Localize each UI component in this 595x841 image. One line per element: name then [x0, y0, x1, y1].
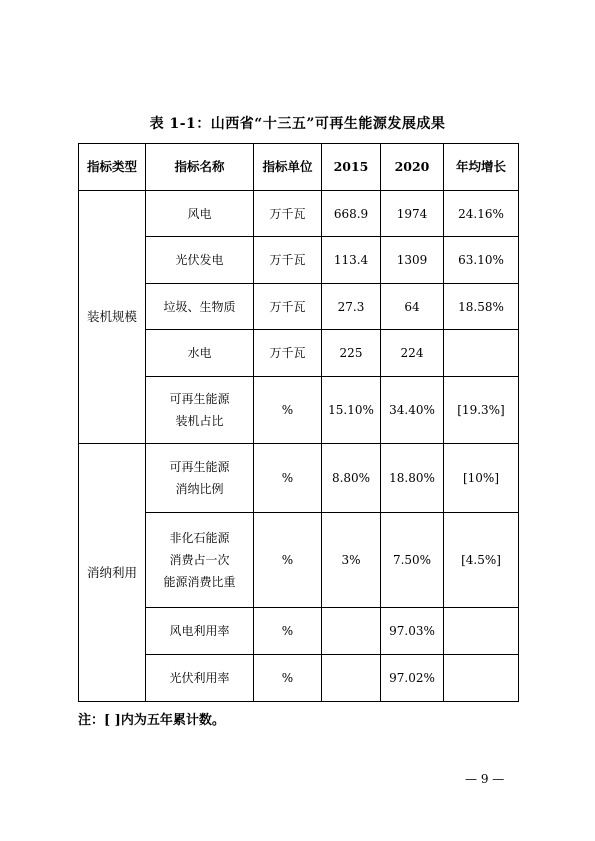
- header-cell: 2020: [381, 144, 444, 191]
- unit-cell: %: [254, 655, 322, 702]
- value-2015: 8.80%: [322, 444, 381, 513]
- achievements-table: [78, 143, 519, 702]
- value-2020: 34.40%: [381, 377, 444, 444]
- growth-cell: [19.3%]: [444, 377, 519, 444]
- value-2020: 7.50%: [381, 513, 444, 608]
- table-row: [79, 444, 519, 513]
- header-cell: 指标单位: [254, 144, 322, 191]
- unit-cell: %: [254, 608, 322, 655]
- indicator-name: 垃圾、生物质: [146, 284, 254, 330]
- unit-cell: 万千瓦: [254, 284, 322, 330]
- growth-cell: 63.10%: [444, 237, 519, 284]
- value-2020: 64: [381, 284, 444, 330]
- value-2015: 668.9: [322, 191, 381, 237]
- growth-cell: 24.16%: [444, 191, 519, 237]
- header-cell: 指标名称: [146, 144, 254, 191]
- unit-cell: %: [254, 444, 322, 513]
- unit-cell: %: [254, 377, 322, 444]
- growth-cell: [444, 655, 519, 702]
- value-2015: 225: [322, 330, 381, 377]
- value-2020: 97.02%: [381, 655, 444, 702]
- indicator-name: 光伏利用率: [146, 655, 254, 702]
- header-cell: 年均增长: [444, 144, 519, 191]
- unit-cell: 万千瓦: [254, 237, 322, 284]
- growth-cell: 18.58%: [444, 284, 519, 330]
- value-2015: 3%: [322, 513, 381, 608]
- value-2020: 224: [381, 330, 444, 377]
- growth-cell: [10%]: [444, 444, 519, 513]
- value-2015: [322, 608, 381, 655]
- value-2020: 1974: [381, 191, 444, 237]
- table-header-row: [79, 144, 519, 191]
- table-title: 表 1-1：山西省“十三五”可再生能源发展成果: [149, 116, 446, 132]
- table-note: 注：[ ]内为五年累计数。: [78, 713, 225, 728]
- indicator-name: 可再生能源 消纳比例: [146, 444, 254, 513]
- growth-cell: [4.5%]: [444, 513, 519, 608]
- category-cell: 消纳利用: [79, 444, 146, 702]
- indicator-name: 光伏发电: [146, 237, 254, 284]
- table-row: [79, 191, 519, 237]
- growth-cell: [444, 608, 519, 655]
- value-2015: 113.4: [322, 237, 381, 284]
- unit-cell: 万千瓦: [254, 191, 322, 237]
- category-cell: 装机规模: [79, 191, 146, 444]
- value-2015: 27.3: [322, 284, 381, 330]
- header-cell: 2015: [322, 144, 381, 191]
- indicator-name: 非化石能源 消费占一次 能源消费比重: [146, 513, 254, 608]
- value-2020: 18.80%: [381, 444, 444, 513]
- unit-cell: %: [254, 513, 322, 608]
- value-2020: 97.03%: [381, 608, 444, 655]
- indicator-name: 风电: [146, 191, 254, 237]
- indicator-name: 可再生能源 装机占比: [146, 377, 254, 444]
- value-2015: [322, 655, 381, 702]
- unit-cell: 万千瓦: [254, 330, 322, 377]
- indicator-name: 风电利用率: [146, 608, 254, 655]
- indicator-name: 水电: [146, 330, 254, 377]
- page-number: — 9 —: [465, 772, 505, 786]
- growth-cell: [444, 330, 519, 377]
- value-2020: 1309: [381, 237, 444, 284]
- value-2015: 15.10%: [322, 377, 381, 444]
- header-cell: 指标类型: [79, 144, 146, 191]
